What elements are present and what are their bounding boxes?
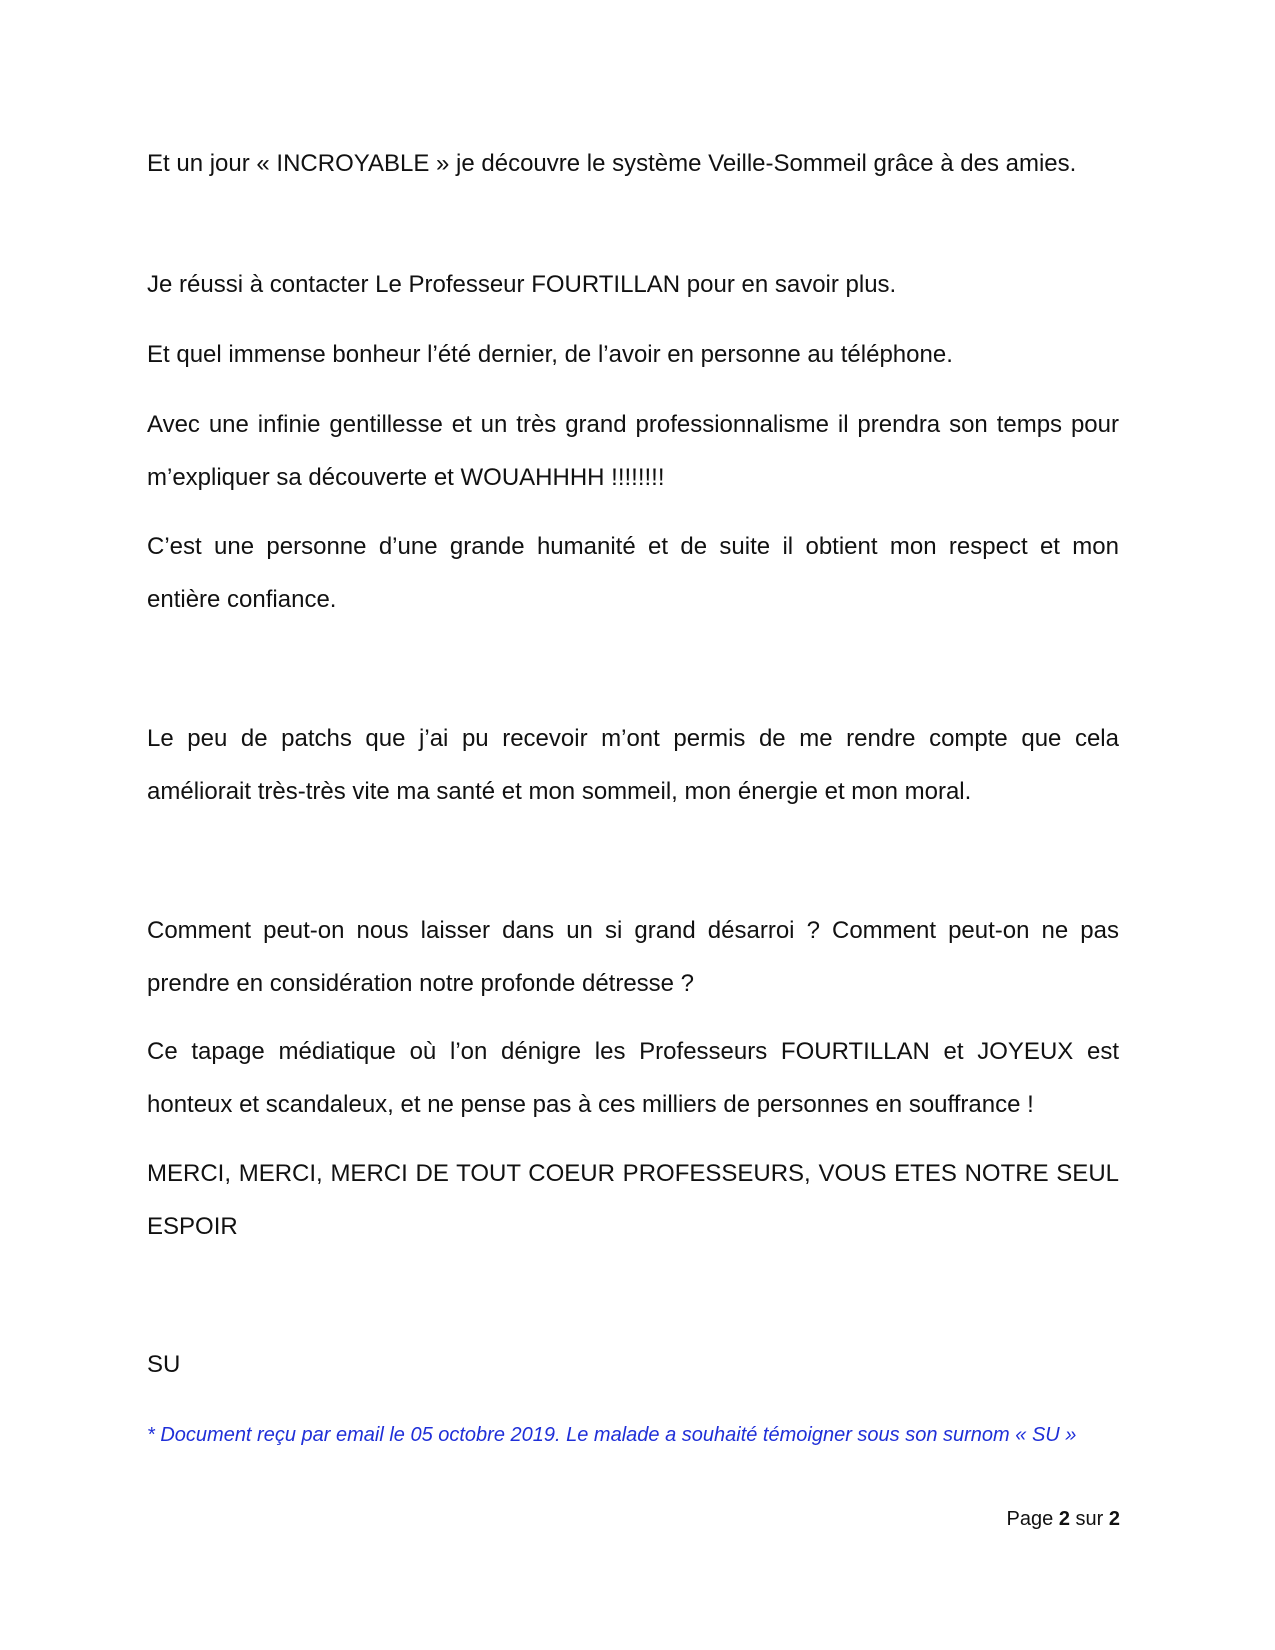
signature: SU	[147, 1351, 181, 1378]
paragraph-4: Avec une infinie gentillesse et un très grand professionnalisme il prendra son temps pour m’expliquer sa découverte et WOUAHHHH !!!!!!!!	[147, 411, 1119, 491]
paragraph-3: Et quel immense bonheur l’été dernier, de l’avoir en personne au téléphone.	[147, 341, 953, 368]
sur-word: sur	[1075, 1508, 1104, 1530]
paragraph-9: MERCI, MERCI, MERCI DE TOUT COEUR PROFESSEURS, VOUS ETES NOTRE SEUL ESPOIR	[147, 1160, 1119, 1240]
current-page: 2	[1058, 1508, 1070, 1530]
paragraph-7: Comment peut-on nous laisser dans un si grand désarroi ? Comment peut-on ne pas prendre en considération notre profonde détresse ?	[147, 917, 1119, 997]
footnote: * Document reçu par email le 05 octobre 2019. Le malade a souhaité témoigner sous son surnom « SU »	[147, 1424, 1077, 1446]
paragraph-5: C’est une personne d’une grande humanité et de suite il obtient mon respect et mon entière confiance.	[147, 533, 1119, 613]
paragraph-1: Et un jour « INCROYABLE » je découvre le système Veille-Sommeil grâce à des amies.	[147, 150, 1077, 177]
paragraph-2: Je réussi à contacter Le Professeur FOURTILLAN pour en savoir plus.	[147, 271, 897, 298]
page-word: Page	[1006, 1508, 1054, 1530]
paragraph-6: Le peu de patchs que j’ai pu recevoir m’ont permis de me rendre compte que cela améliorait très-très vite ma santé et mon sommeil, mon énergie et mon moral.	[147, 725, 1119, 805]
page-number	[1007, 1508, 1120, 1531]
total-pages: 2	[1108, 1508, 1120, 1530]
paragraph-8: Ce tapage médiatique où l’on dénigre les Professeurs FOURTILLAN et JOYEUX est honteux et scandaleux, et ne pense pas à ces milliers de personnes en souffrance !	[147, 1038, 1119, 1118]
